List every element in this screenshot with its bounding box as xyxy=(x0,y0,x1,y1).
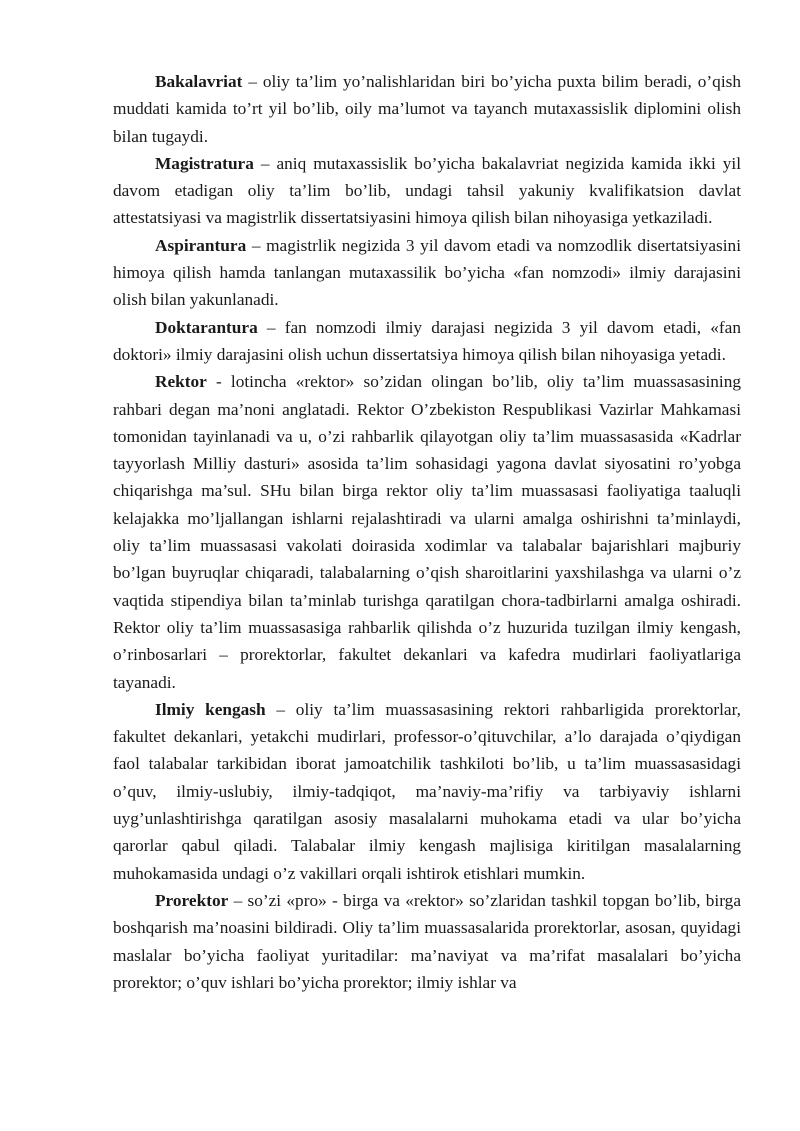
definition-rektor: - lotincha «rektor» so’zidan olingan bo’lib, oliy ta’lim muassasasining rahbari degan ma’noni anglatadi. Rektor O’zbekiston Respublikasi Vazirlar Mahkamasi tomonidan tayinlanadi va u, o’zi rahbarlik qilayotgan oliy ta’lim muassasasida «Kadrlar tayyorlash Milliy dasturi» asosida ta’lim sohasidagi yagona davlat siyosatini ro’yobga chiqarishga ma’sul. SHu bilan birga rektor oliy ta’lim muassasasi faoliyatiga taaluqli kelajakka mo’ljallangan ishlarni rejalashtiradi va ularni amalga oshirishni ta’minlaydi, oliy ta’lim muassasasi vakolati doirasida xodimlar va talabalar bajarishlari majburiy bo’lgan buyruqlar chiqaradi, talabalarning o’qish sharoitlarini yaxshilashga va ularni o’z vaqtida stipendiya bilan ta’minlab turishga qaratilgan chora-tadbirlarni amalga oshiradi. Rektor oliy ta’lim muassasasiga rahbarlik qilishda o’z huzurida tuzilgan ilmiy kengash, o’rinbosarlari – prorektorlar, fakultet dekanlari va kafedra mudirlari faoliyatlariga tayanadi. xyxy=(113,372,741,692)
definition-prorektor: – so’zi «pro» - birga va «rektor» so’zlaridan tashkil topgan bo’lib, birga boshqarish ma’noasini bildiradi. Oliy ta’lim muassasalarida prorektorlar, asosan, quyidagi maslalar bo’yicha faoliyat yuritadilar: ma’naviyat va ma’rifat masalalari bo’yicha prorektor; o’quv ishlari bo’yicha prorektor; ilmiy ishlar va xyxy=(113,890,741,992)
paragraph-ilmiy-kengash xyxy=(113,696,741,887)
term-aspirantura: Aspirantura xyxy=(155,235,247,255)
definition-aspirantura: – magistrlik negizida 3 yil davom etadi va nomzodlik disertatsiyasini himoya qilish hamda tanlangan mutaxassilik bo’yicha «fan nomzodi» ilmiy darajasini olish bilan yakunlanadi. xyxy=(113,235,741,310)
term-bakalavriat: Bakalavriat xyxy=(155,72,243,91)
paragraph-doktarantura xyxy=(113,314,741,369)
paragraph-rektor xyxy=(113,368,741,696)
definition-doktarantura: – fan nomzodi ilmiy darajasi negizida 3 yil davom etadi, «fan doktori» ilmiy darajasini olish uchun dissertatsiya himoya qilish bilan nihoyasiga yetadi. xyxy=(113,317,741,364)
term-ilmiy-kengash: Ilmiy kengash xyxy=(155,699,266,719)
term-rektor: Rektor xyxy=(155,372,207,392)
paragraph-prorektor xyxy=(113,887,741,996)
term-doktarantura: Doktarantura xyxy=(155,317,258,337)
paragraph-magistratura xyxy=(113,150,741,232)
definition-magistratura: – aniq mutaxassislik bo’yicha bakalavriat negizida kamida ikki yil davom etadigan oliy ta’lim bo’lib, undagi tahsil yakuniy kvalifikatsion davlat attestatsiyasi va magistrlik dissertatsiyasini himoya qilish bilan nihoyasiga yetkaziladi. xyxy=(113,153,741,228)
definition-ilmiy-kengash: – oliy ta’lim muassasasining rektori rahbarligida prorektorlar, fakultet dekanlari, yetakchi mudirlari, professor-o’qituvchilar, a’lo darajada o’qiydigan faol talabalar tarkibidan iborat jamoatchilik tashkiloti bo’lib, u ta’lim muassasasidagi o’quv, ilmiy-uslubiy, ilmiy-tadqiqot, ma’naviy-ma’rifiy va tarbiyaviy ishlarni uyg’unlashtirishga qaratilgan asosiy masalalarni muhokama etadi va ular bo’yicha qarorlar qabul qiladi. Talabalar ilmiy kengash majlisiga kiritilgan masalalarning muhokamasida undagi o’z vakillari orqali ishtirok etishlari mumkin. xyxy=(113,699,741,883)
document-page xyxy=(113,68,741,996)
term-magistratura: Magistratura xyxy=(155,153,254,173)
paragraph-aspirantura xyxy=(113,232,741,314)
paragraph-bakalavriat xyxy=(113,68,741,150)
definition-bakalavriat: – oliy ta’lim yo’nalishlaridan biri bo’yicha puxta bilim beradi, o’qish muddati kamida to’rt yil bo’lib, oily ma’lumot va tayanch mutaxassislik diplomini olish bilan tugaydi. xyxy=(113,72,741,146)
term-prorektor: Prorektor xyxy=(155,890,229,910)
